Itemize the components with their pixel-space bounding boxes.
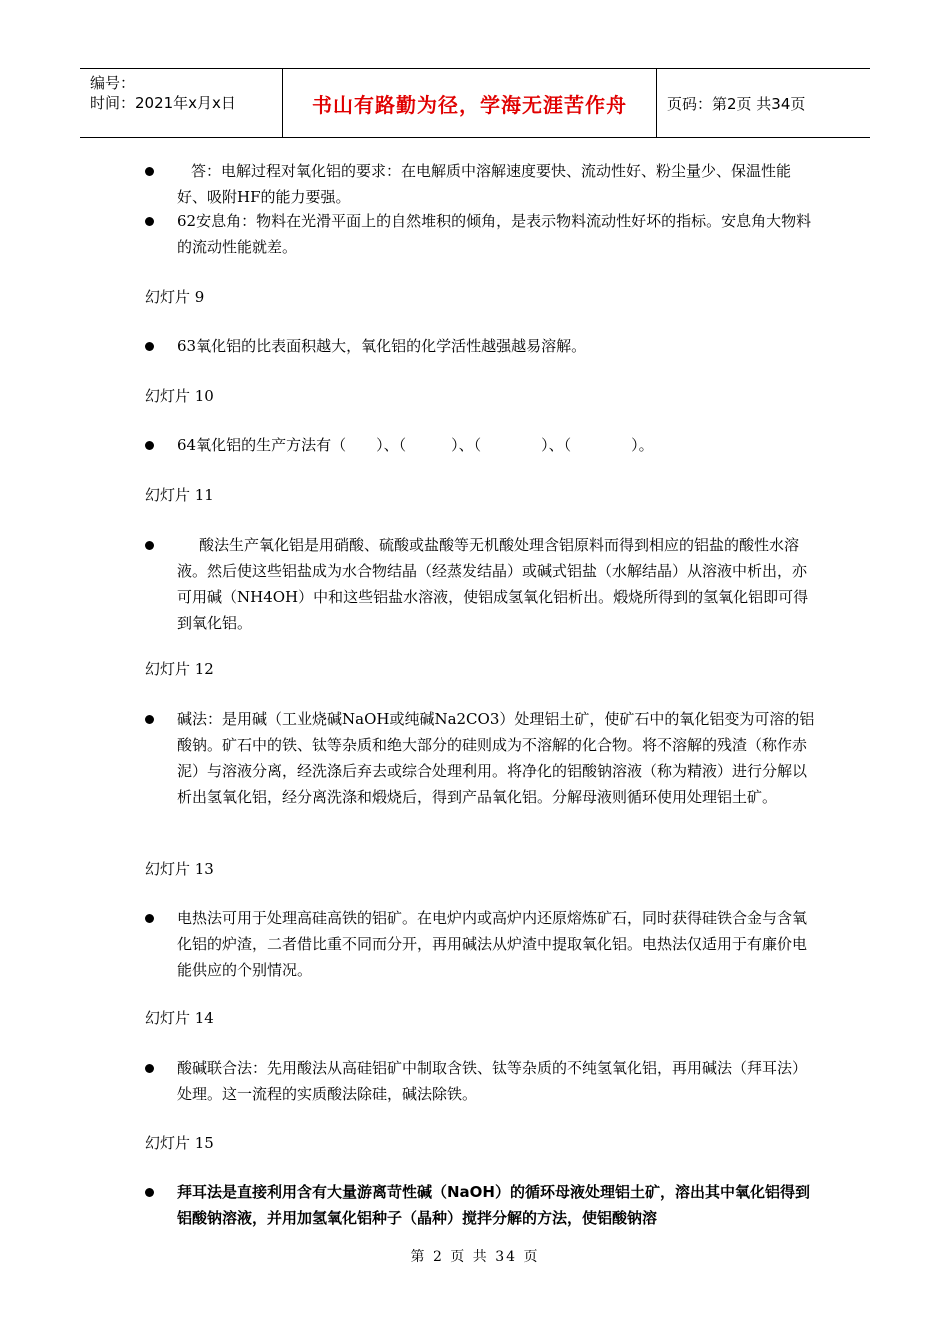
bullet-icon [145, 441, 154, 450]
bullet-icon [145, 1064, 154, 1073]
document-number-label: 编号： [90, 74, 136, 92]
slide-label: 幻灯片 14 [145, 1009, 214, 1027]
header-page-info: 页码：第2页 共34页 [667, 94, 806, 113]
slide-label: 幻灯片 12 [145, 660, 214, 678]
slide-label: 幻灯片 11 [145, 486, 214, 504]
list-item [0, 532, 817, 636]
document-date-label: 时间：2021年x月x日 [90, 94, 236, 112]
header-page-info-cell [657, 69, 870, 137]
list-item [0, 333, 817, 359]
header-left-cell [80, 69, 283, 137]
bullet-icon [145, 167, 154, 176]
bullet-icon [145, 342, 154, 351]
paragraph-text: 答：电解过程对氧化铝的要求：在电解质中溶解速度要快、流动性好、粉尘量少、保温性能好、吸附HF的能力要强。 [177, 162, 792, 206]
paragraph-text: 酸碱联合法：先用酸法从高硅铝矿中制取含铁、钛等杂质的不纯氢氧化铝，再用碱法（拜耳法）处理。这一流程的实质酸法除硅，碱法除铁。 [177, 1059, 808, 1103]
paragraph-text: 电热法可用于处理高硅高铁的铝矿。在电炉内或高炉内还原熔炼矿石，同时获得硅铁合金与含氧化铝的炉渣，二者借比重不同而分开，再用碱法从炉渣中提取氧化铝。电热法仅适用于有廉价电能供应的个别情况。 [177, 909, 808, 979]
page-footer: 第 2 页 共 34 页 [410, 1249, 540, 1265]
page-header [80, 68, 870, 138]
list-item [0, 1055, 817, 1107]
paragraph-text: 碱法：是用碱（工业烧碱NaOH或纯碱Na2CO3）处理铝土矿，使矿石中的氧化铝变为可溶的铝酸钠。矿石中的铁、钛等杂质和绝大部分的硅则成为不溶解的化合物。将不溶解的残渣（称作赤泥）与溶液分离，经洗涤后弃去或综合处理利用。将净化的铝酸钠溶液（称为精液）进行分解以析出氢氧化铝，经分离洗涤和煅烧后，得到产品氧化铝。分解母液则循环使用处理铝土矿。 [177, 710, 815, 806]
paragraph-text: 64氧化铝的生产方法有（ ）、（ ）、（ ）、（ ）。 [177, 436, 654, 454]
slide-label: 幻灯片 9 [145, 288, 205, 306]
slide-label: 幻灯片 10 [145, 387, 214, 405]
paragraph-text: 酸法生产氧化铝是用硝酸、硫酸或盐酸等无机酸处理含铝原料而得到相应的铝盐的酸性水溶液。然后使这些铝盐成为水合物结晶（经蒸发结晶）或碱式铝盐（水解结晶）从溶液中析出，亦可用碱（NH4OH）中和这些铝盐水溶液，使铝成氢氧化铝析出。煅烧所得到的氢氧化铝即可得到氧化铝。 [177, 536, 809, 632]
list-item [0, 706, 817, 810]
slide-label: 幻灯片 13 [145, 860, 214, 878]
list-item [0, 158, 817, 210]
slide-label: 幻灯片 15 [145, 1134, 214, 1152]
bullet-icon [145, 715, 154, 724]
paragraph-text: 63氧化铝的比表面积越大，氧化铝的化学活性越强越易溶解。 [177, 337, 587, 355]
header-motto-cell [283, 69, 657, 137]
list-item [0, 432, 817, 458]
list-item [0, 905, 817, 983]
paragraph-text: 拜耳法是直接利用含有大量游离苛性碱（NaOH）的循环母液处理铝土矿，溶出其中氧化铝得到铝酸钠溶液，并用加氢氧化铝种子（晶种）搅拌分解的方法，使铝酸钠溶 [177, 1183, 810, 1227]
bullet-icon [145, 541, 154, 550]
bullet-icon [145, 217, 154, 226]
paragraph-text: 62安息角：物料在光滑平面上的自然堆积的倾角，是表示物料流动性好坏的指标。安息角大物料的流动性能就差。 [177, 212, 812, 256]
bullet-icon [145, 914, 154, 923]
header-motto: 书山有路勤为径，学海无涯苦作舟 [312, 92, 627, 117]
bullet-icon [145, 1188, 154, 1197]
list-item [0, 208, 817, 260]
list-item [0, 1179, 817, 1231]
